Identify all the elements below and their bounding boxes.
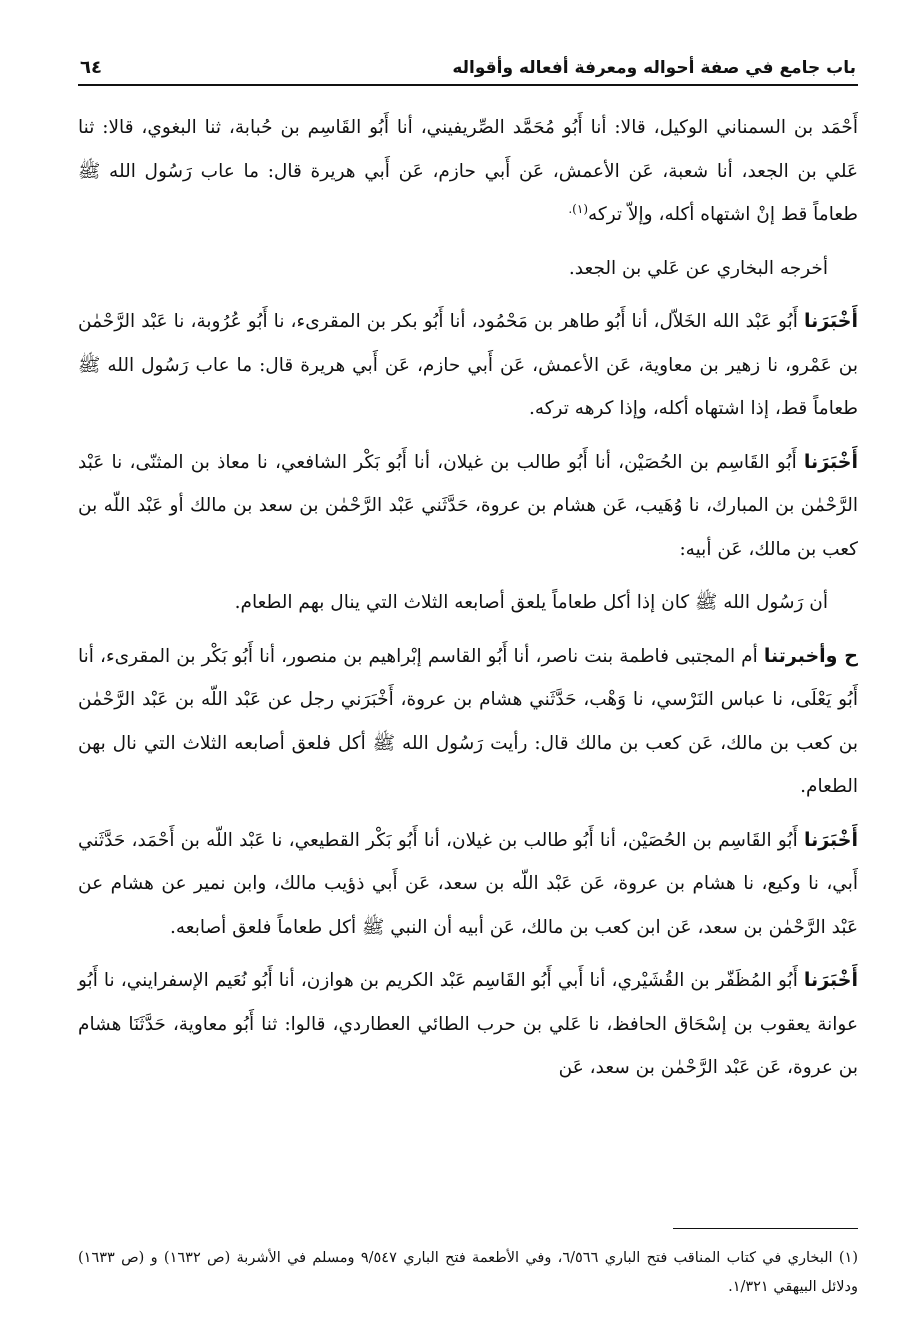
paragraph bbox=[78, 247, 858, 291]
paragraph bbox=[78, 959, 858, 1090]
paragraph-text: أخرجه البخاري عن عَلي بن الجعد. bbox=[568, 257, 828, 279]
book-page bbox=[78, 52, 859, 1295]
paragraph-lead-word: أَخْبَرَنا bbox=[803, 450, 858, 473]
paragraph bbox=[78, 819, 858, 950]
paragraph-text: أم المجتبى فاطمة بنت ناصر، أنا أَبُو القاسم إبْراهيم بن منصور، أنا أَبُو بَكْر بن المقرىء، أنا أَبُو يَعْلَى، نا عباس النَرْسي، نا وَهْب، حَدَّثَني هشام بن عروة، أَخْبَرَني رجل عن عَبْد اللّه بن عَبْد الرَّحْمٰن بن كعب بن مالك، عَن كعب بن مالك قال: رأيت رَسُول الله ﷺ أكل فلعق أصابعه الثلاث التي نال بهن الطعام. bbox=[78, 645, 858, 797]
paragraph-text: أن رَسُول الله ﷺ كان إذا أكل طعاماً يلعق أصابعه الثلاث التي ينال بهم الطعام. bbox=[234, 592, 828, 613]
running-title: باب جامع في صفة أحواله ومعرفة أفعاله وأقواله bbox=[452, 58, 856, 78]
paragraph bbox=[78, 581, 858, 625]
footnotes bbox=[78, 1244, 858, 1302]
paragraph bbox=[78, 441, 858, 572]
paragraph-text: أَبُو القَاسِم بن الحُصَيْن، أنا أَبُو طالب بن غيلان، أنا أَبُو بَكْر الشافعي، نا معاذ بن المثنّى، نا عَبْد الرَّحْمٰن بن المبارك، نا وُهَيب، عَن هشام بن عروة، حَدَّثَني عَبْد الرَّحْمٰن بن سعد بن مالك أو عَبْد اللّه بن كعب بن مالك، عَن أبيه: bbox=[78, 451, 858, 560]
paragraph-text: أَحْمَد بن السمناني الوكيل، قالا: أنا أَبُو مُحَمَّد الصِّريفيني، أنا أَبُو القَاسِم بن حُبابة، ثنا البغوي، قالا: ثنا عَلي بن الجعد، أنا شعبة، عَن الأعمش، عَن أَبي حازم، عَن أَبي هريرة قال: ما عاب رَسُول الله ﷺ طعاماً قط إنْ اشتهاه أكله، وإلاّ تركه bbox=[78, 117, 858, 225]
paragraph-text: أَبُو المُظَفّر بن القُشَيْري، أنا أَبي أَبُو القَاسِم عَبْد الكريم بن هوازن، أنا أَبُو نُعَيم الإسفرايني، نا أَبُو عوانة يعقوب بن إسْحَاق الحافظ، نا عَلي بن حرب الطائي العطاردي، قالوا: ثنا أَبُو معاوية، حَدَّثَنَا هشام بن عروة، عَن عَبْد الرَّحْمٰن بن سعد، عَن bbox=[78, 970, 858, 1078]
page-header bbox=[78, 52, 858, 86]
footnote-reference: (١). bbox=[568, 201, 588, 216]
main-text bbox=[78, 106, 858, 1090]
paragraph bbox=[78, 300, 858, 431]
paragraph bbox=[78, 635, 858, 809]
footnote-marker: (١) bbox=[838, 1250, 858, 1266]
footnote-text: البخاري في كتاب المناقب فتح الباري ٦/٥٦٦، وفي الأطعمة فتح الباري ٩/٥٤٧ ومسلم في الأشربة (ص ١٦٣٢) و (ص ١٦٣٣) ودلائل البيهقي ١/٣٢١. bbox=[78, 1250, 858, 1295]
footnote-separator bbox=[673, 1228, 858, 1229]
paragraph-text: أَبُو عَبْد الله الخَلاّل، أنا أَبُو طاهر بن مَحْمُود، أنا أَبُو بكر بن المقرىء، نا أَبُو عُرُوبة، نا عَبْد الرَّحْمٰن بن عَمْرو، نا زهير بن معاوية، عَن الأعمش، عَن أَبي حازم، عَن أَبي هريرة قال: ما عاب رَسُول الله ﷺ طعاماً قط، إذا اشتهاه أكله، وإذا كرهه تركه. bbox=[78, 311, 858, 419]
page-number: ٦٤ bbox=[80, 57, 102, 78]
paragraph-lead-word: أَخْبَرَنا bbox=[803, 969, 858, 991]
paragraph-text: أَبُو القَاسِم بن الحُصَيْن، أنا أَبُو طالب بن غيلان، أنا أَبُو بَكْر القطيعي، نا عَبْد اللّه بن أَحْمَد، حَدَّثَني أَبي، نا وكيع، نا هشام بن عروة، عَن عَبْد اللّه بن سعد، عَن أَبي ذؤيب مالك، وابن نمير عن هشام عن عَبْد الرَّحْمٰن بن سعد، عَن ابن كعب بن مالك، عَن أبيه أن النبي ﷺ أكل طعاماً فلعق أصابعه. bbox=[78, 829, 858, 938]
paragraph-lead-word: أَخْبَرَنا bbox=[803, 828, 859, 851]
paragraph-lead-word: ح وأخبرتنا bbox=[763, 644, 858, 667]
footnote bbox=[78, 1244, 858, 1302]
paragraph bbox=[78, 106, 858, 237]
paragraph-lead-word: أَخْبَرَنا bbox=[803, 310, 858, 332]
